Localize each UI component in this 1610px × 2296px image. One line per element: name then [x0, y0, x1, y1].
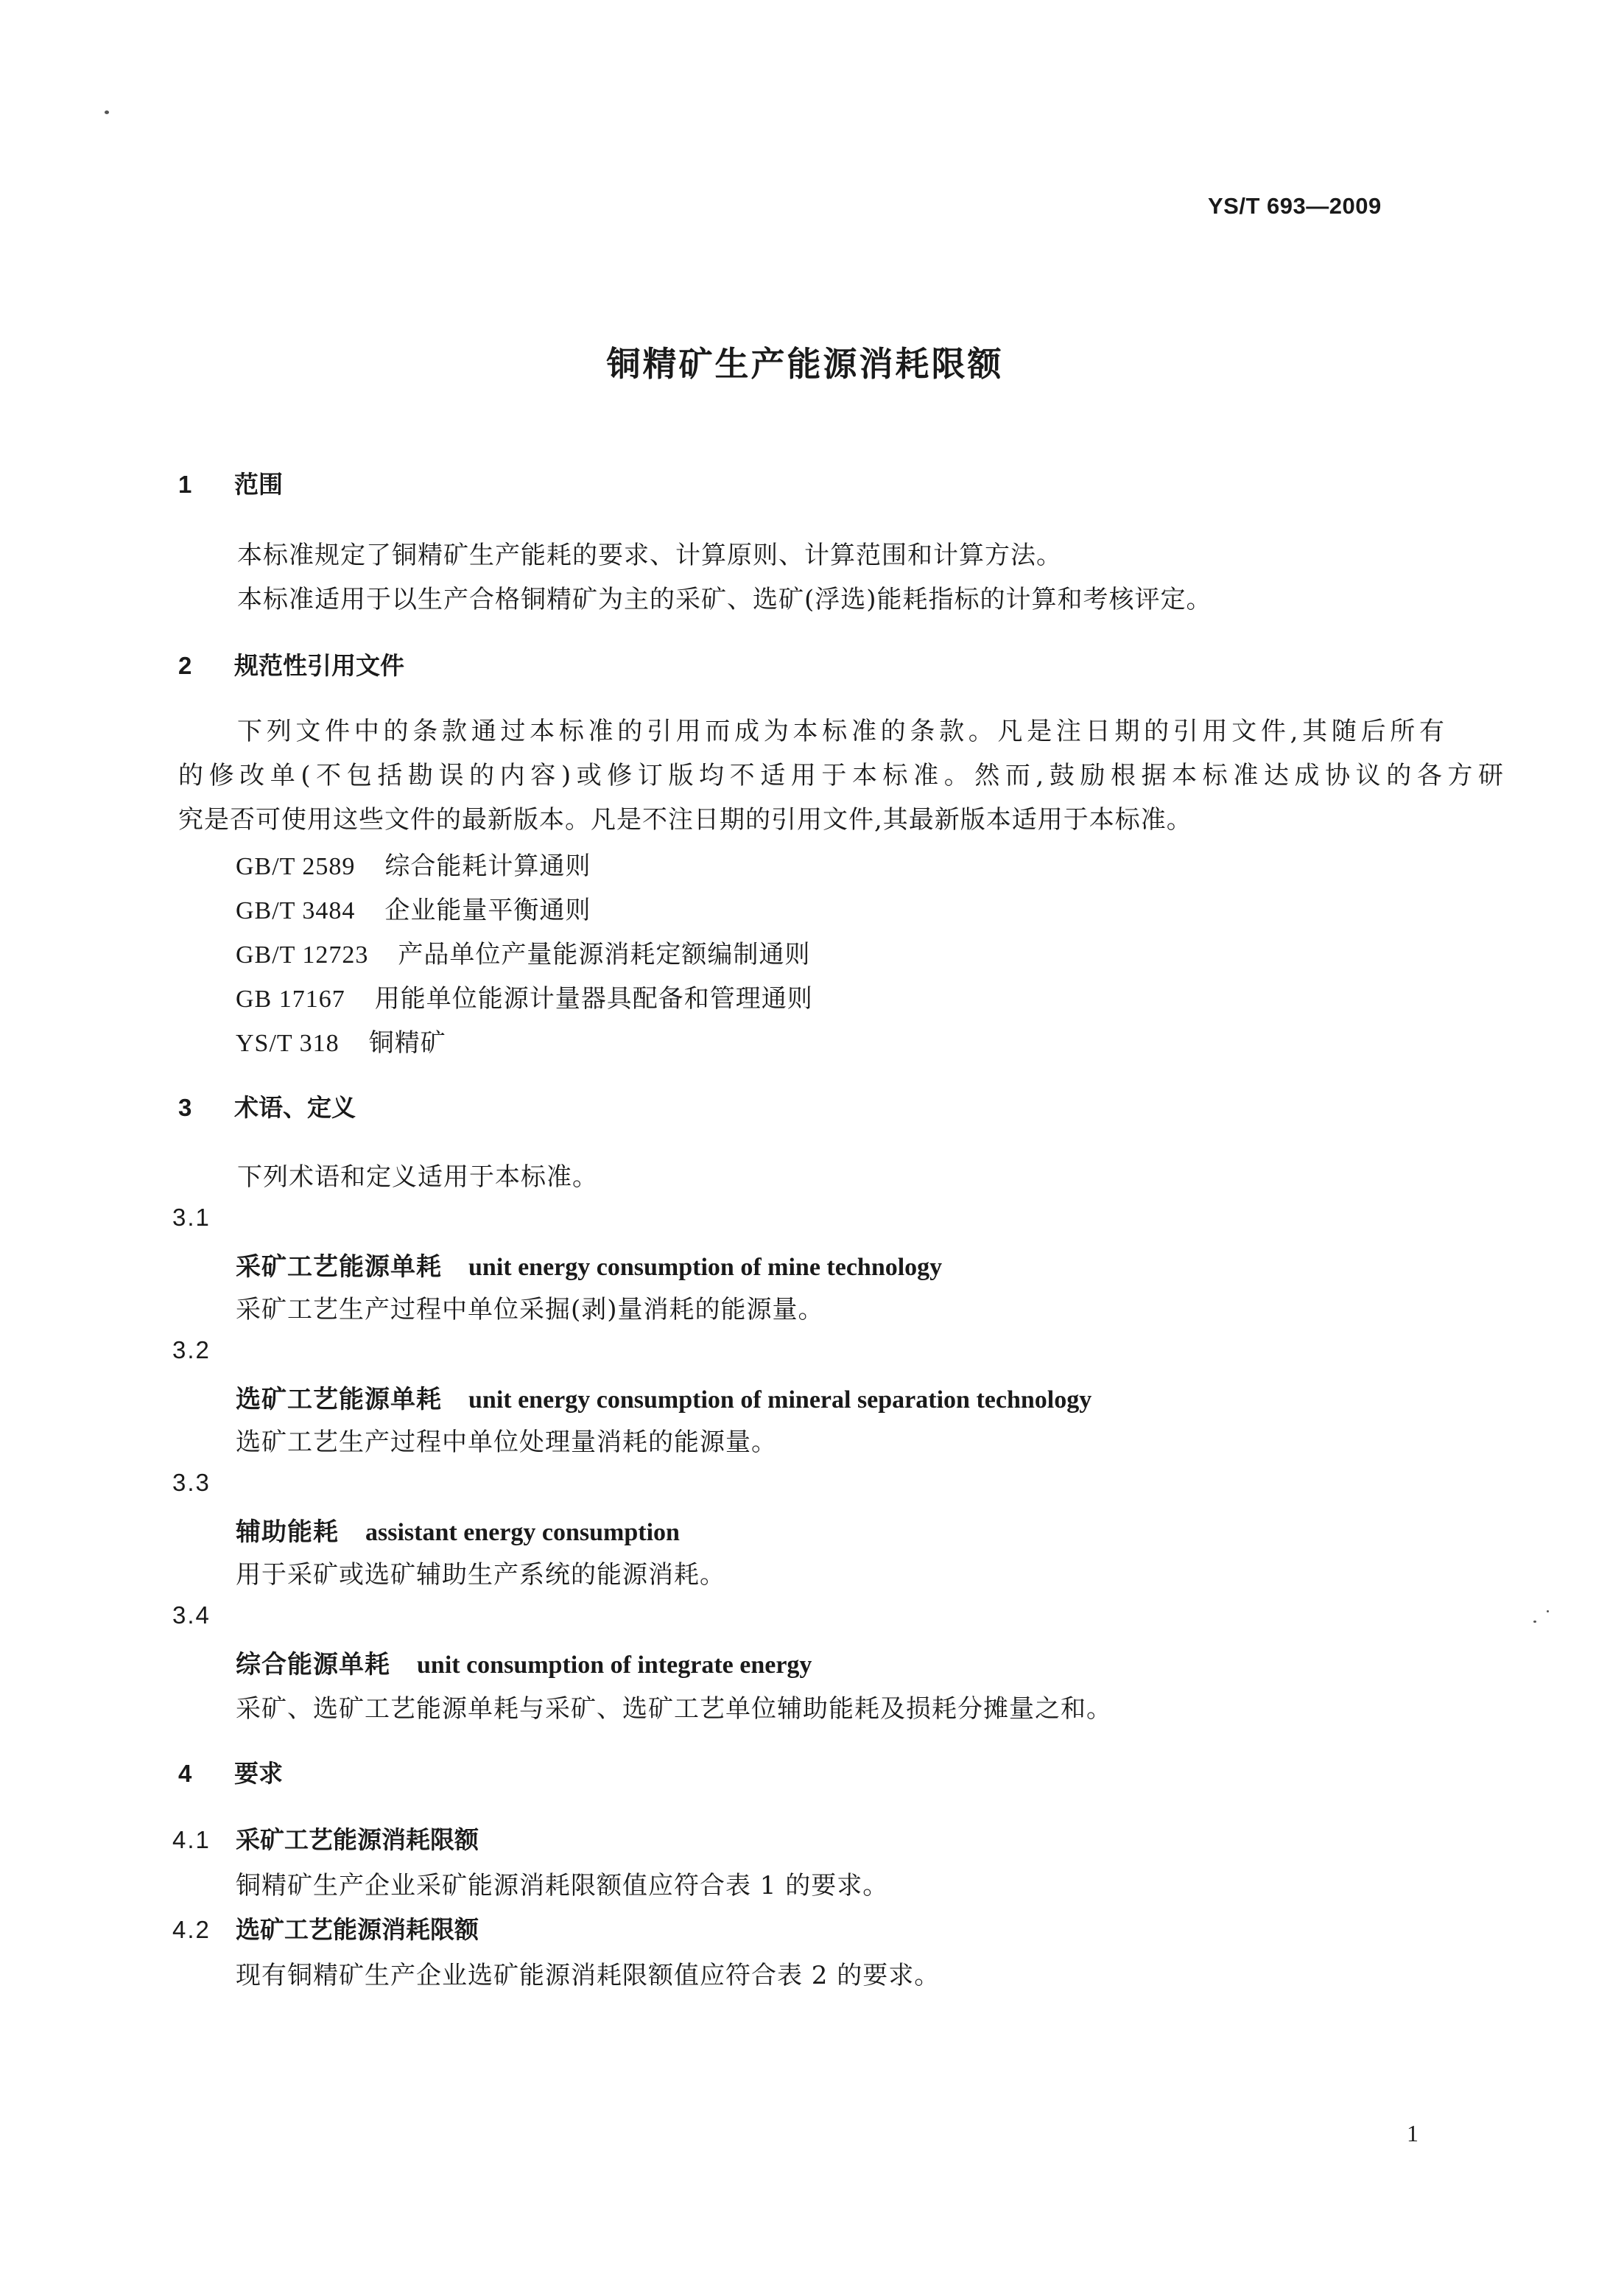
reference-code: GB/T 3484 — [236, 897, 356, 924]
subsection-title: 采矿工艺能源消耗限额 — [236, 1825, 479, 1854]
subsection-title: 选矿工艺能源消耗限额 — [236, 1915, 479, 1944]
term-entry — [236, 1644, 812, 1680]
subsection-heading — [172, 1911, 479, 1945]
reference-item — [236, 934, 810, 970]
reference-title: 产品单位产量能源消耗定额编制通则 — [398, 940, 811, 969]
paragraph: 本标准适用于以生产合格铜精矿为主的采矿、选矿(浮选)能耗指标的计算和考核评定。 — [237, 585, 1212, 614]
section-title: 要求 — [234, 1759, 283, 1788]
reference-title: 用能单位能源计量器具配备和管理通则 — [374, 984, 813, 1014]
section-title: 规范性引用文件 — [234, 651, 404, 680]
term-english: unit energy consumption of mine technology — [468, 1254, 943, 1281]
reference-code: GB/T 2589 — [236, 853, 356, 880]
standard-number: YS/T 693—2009 — [1208, 193, 1382, 219]
reference-code: GB 17167 — [236, 986, 345, 1013]
term-number: 3.3 — [172, 1469, 211, 1496]
section-number: 2 — [178, 652, 192, 679]
term-english: assistant energy consumption — [365, 1519, 680, 1546]
scan-speck — [1547, 1610, 1549, 1612]
term-chinese: 选矿工艺能源单耗 — [236, 1385, 442, 1414]
section-heading-normative-references — [178, 647, 404, 681]
subsection-number: 4.2 — [172, 1916, 211, 1943]
subsection-number: 4.1 — [172, 1826, 211, 1853]
term-entry — [236, 1512, 680, 1548]
section-number: 3 — [178, 1094, 192, 1121]
reference-item — [236, 978, 813, 1014]
term-number: 3.1 — [172, 1204, 211, 1231]
paragraph-line: 的修改单(不包括勘误的内容)或修订版均不适用于本标准。然而,鼓励根据本标准达成协议的各方研 — [178, 761, 1504, 790]
term-definition: 采矿、选矿工艺能源单耗与采矿、选矿工艺单位辅助能耗及损耗分摊量之和。 — [236, 1694, 1112, 1724]
term-chinese: 综合能源单耗 — [236, 1650, 390, 1679]
term-number: 3.2 — [172, 1336, 211, 1363]
scan-speck — [1533, 1621, 1536, 1623]
term-chinese: 采矿工艺能源单耗 — [236, 1252, 442, 1282]
document-title: 铜精矿生产能源消耗限额 — [606, 344, 1004, 384]
term-english: unit consumption of integrate energy — [417, 1651, 812, 1679]
term-chinese: 辅助能耗 — [236, 1517, 339, 1547]
reference-title: 企业能量平衡通则 — [384, 896, 591, 925]
paragraph-line: 下列文件中的条款通过本标准的引用而成为本标准的条款。凡是注日期的引用文件,其随后所有 — [237, 717, 1445, 746]
reference-item — [236, 846, 591, 882]
term-english: unit energy consumption of mineral separation technology — [468, 1386, 1092, 1414]
term-definition: 用于采矿或选矿辅助生产系统的能源消耗。 — [236, 1560, 725, 1590]
section-number: 4 — [178, 1760, 192, 1787]
term-entry — [236, 1379, 1092, 1415]
section-title: 术语、定义 — [234, 1093, 356, 1122]
paragraph-line: 究是否可使用这些文件的最新版本。凡是不注日期的引用文件,其最新版本适用于本标准。 — [178, 805, 1192, 835]
section-heading-requirements — [178, 1755, 283, 1789]
section-heading-scope — [178, 466, 283, 500]
paragraph: 下列术语和定义适用于本标准。 — [237, 1162, 598, 1192]
term-definition: 选矿工艺生产过程中单位处理量消耗的能源量。 — [236, 1428, 777, 1457]
page-number: 1 — [1407, 2120, 1419, 2146]
reference-item — [236, 890, 591, 926]
paragraph: 本标准规定了铜精矿生产能耗的要求、计算原则、计算范围和计算方法。 — [237, 541, 1062, 570]
reference-title: 铜精矿 — [368, 1028, 446, 1058]
section-number: 1 — [178, 471, 192, 498]
term-number: 3.4 — [172, 1601, 211, 1629]
section-title: 范围 — [234, 470, 283, 499]
reference-item — [236, 1022, 446, 1059]
reference-code: YS/T 318 — [236, 1030, 340, 1057]
term-definition: 采矿工艺生产过程中单位采掘(剥)量消耗的能源量。 — [236, 1295, 824, 1324]
paragraph: 铜精矿生产企业采矿能源消耗限额值应符合表 1 的要求。 — [236, 1871, 889, 1900]
paragraph: 现有铜精矿生产企业选矿能源消耗限额值应符合表 2 的要求。 — [236, 1961, 941, 1990]
subsection-heading — [172, 1821, 479, 1856]
reference-code: GB/T 12723 — [236, 941, 369, 969]
reference-title: 综合能耗计算通则 — [384, 852, 591, 881]
section-heading-terms — [178, 1089, 356, 1123]
term-entry — [236, 1246, 942, 1282]
scan-speck — [105, 110, 109, 114]
